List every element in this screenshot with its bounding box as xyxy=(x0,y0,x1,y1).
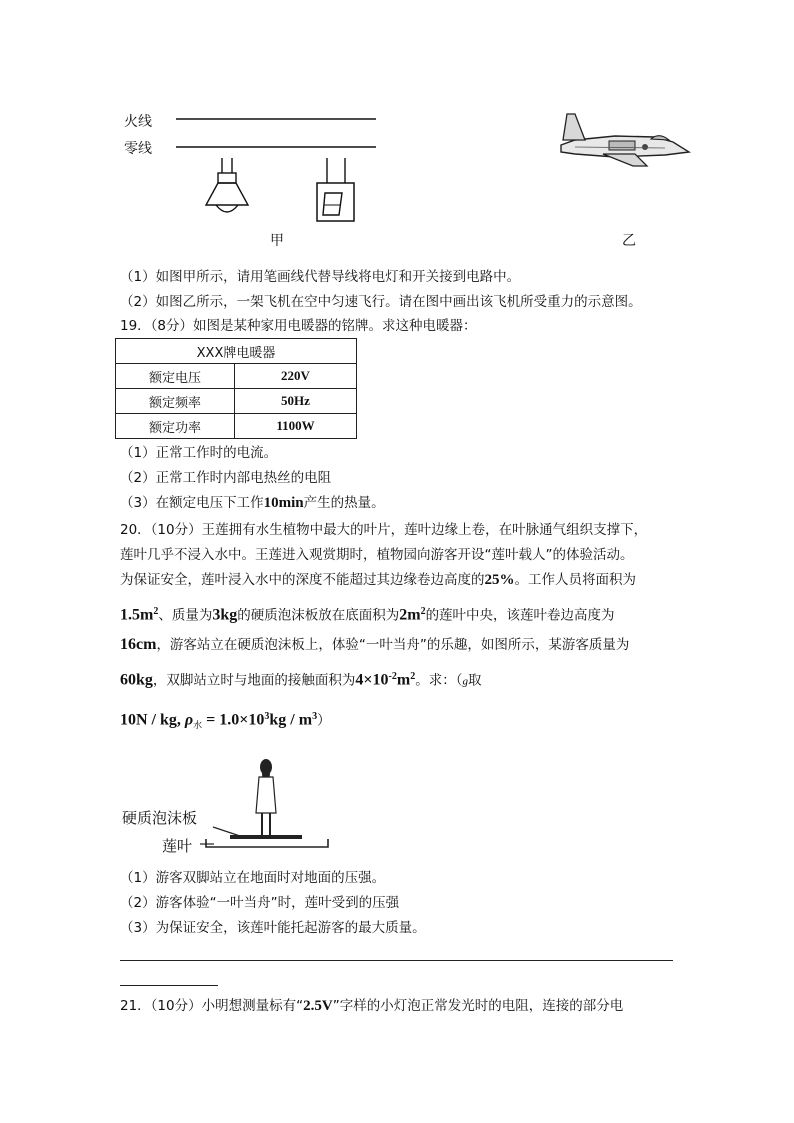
rated-frequency-value: 50Hz xyxy=(235,389,357,414)
lotus-leaf-label: 莲叶 xyxy=(162,837,193,855)
page-divider xyxy=(120,960,673,961)
q20-part2: （2）游客体验“一叶当舟”时，莲叶受到的压强 xyxy=(120,895,400,911)
figure-yi-caption: 乙 xyxy=(622,233,636,249)
rated-voltage-value: 220V xyxy=(235,364,357,389)
lamp-icon xyxy=(206,158,248,212)
rated-voltage-label: 额定电压 xyxy=(116,364,235,389)
time-value: 10min xyxy=(263,495,304,511)
table-row xyxy=(116,414,357,439)
q19-part3: （3）在额定电压下工作10min产生的热量。 xyxy=(120,495,385,511)
lotus-figure xyxy=(118,755,348,865)
q20-line3: 为保证安全，莲叶浸入水中的深度不能超过其边缘卷边高度的25%。工作人员将面积为 xyxy=(120,572,636,588)
q18-part1: （1）如图甲所示，请用笔画线代替导线将电灯和开关接到电路中。 xyxy=(120,269,521,285)
q20-part1: （1）游客双脚站立在地面时对地面的压强。 xyxy=(120,870,386,886)
rated-power-label: 额定功率 xyxy=(116,414,235,439)
airplane-icon xyxy=(555,110,695,170)
q20-line7: 10N / kg, $\rho_水 = 1.0\times 10^3kg / m^3$） xyxy=(120,711,331,732)
nameplate-table xyxy=(115,338,357,439)
footnote-rule xyxy=(120,985,218,986)
figure-jia xyxy=(118,105,388,255)
live-wire-label: 火线 xyxy=(124,114,152,130)
neutral-wire-label: 零线 xyxy=(124,141,152,157)
switch-icon xyxy=(317,158,354,221)
rated-power-value: 1100W xyxy=(235,414,357,439)
q21-stem: 21．（10分）小明想测量标有“2.5V”字样的小灯泡正常发光时的电阻，连接的部分电 xyxy=(120,998,624,1014)
nameplate-title: XXX牌电暖器 xyxy=(116,339,357,364)
figure-jia-caption: 甲 xyxy=(270,233,284,249)
q20-part3: （3）为保证安全，该莲叶能托起游客的最大质量。 xyxy=(120,920,426,936)
q20-line2: 莲叶几乎不浸入水中。王莲进入观赏期时，植物园向游客开设“莲叶载人”的体验活动。 xyxy=(120,547,634,563)
q20-line1: 20．（10分）王莲拥有水生植物中最大的叶片，莲叶边缘上卷，在叶脉通气组织支撑下， xyxy=(120,522,648,538)
q19-part2: （2）正常工作时内部电热丝的电阻 xyxy=(120,470,332,486)
q19-part1: （1）正常工作时的电流。 xyxy=(120,445,278,461)
q18-part2: （2）如图乙所示，一架飞机在空中匀速飞行。请在图中画出该飞机所受重力的示意图。 xyxy=(120,294,642,310)
table-row xyxy=(116,364,357,389)
q20-line5: 16cm，游客站立在硬质泡沫板上，体验“一叶当舟”的乐趣，如图所示，某游客质量为 xyxy=(120,636,630,653)
table-row xyxy=(116,389,357,414)
q20-line4: $1.5m^2$、质量为3kg的硬质泡沫板放在底面积为$2m^2$的莲叶中央，该莲叶卷边高度为 xyxy=(120,606,615,624)
circuit-diagram xyxy=(118,105,388,225)
figure-yi xyxy=(555,105,700,253)
q19-stem: 19．（8分）如图是某种家用电暖器的铭牌。求这种电暖器： xyxy=(120,318,477,334)
q20-line6: 60kg，双脚站立时与地面的接触面积为$4\times 10^{-2}m^2$。求：（g取 xyxy=(120,671,482,689)
foam-board-label: 硬质泡沫板 xyxy=(122,809,198,827)
rated-frequency-label: 额定频率 xyxy=(116,389,235,414)
